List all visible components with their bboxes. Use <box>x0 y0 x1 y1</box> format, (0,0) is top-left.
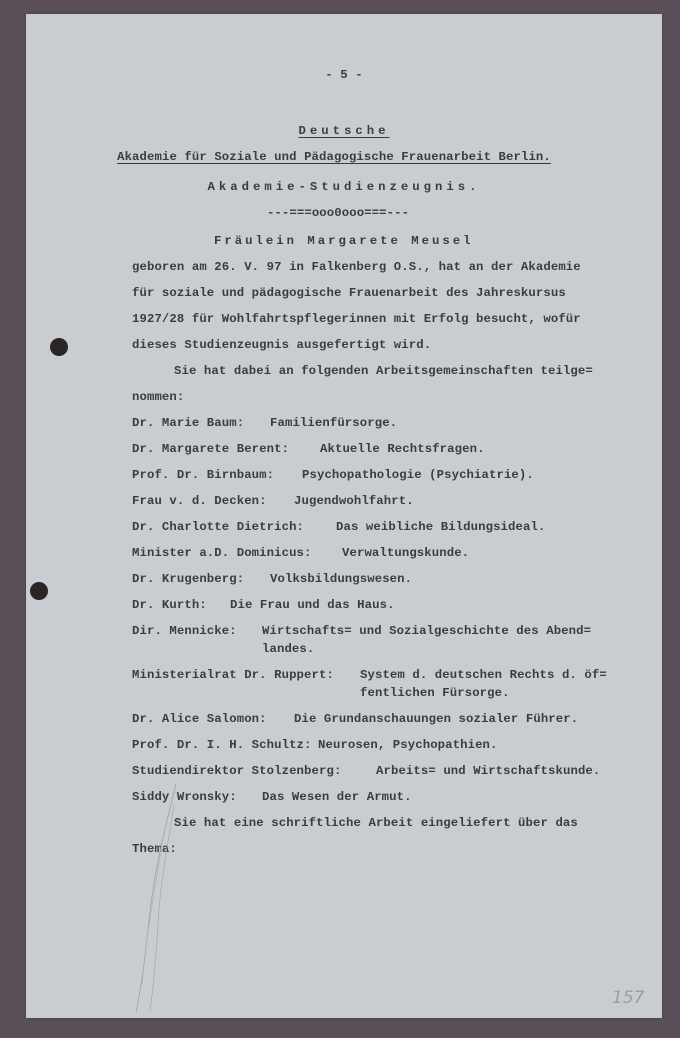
para1-line-1: geboren am 26. V. 97 in Falkenberg O.S., hat an der Akademie <box>132 260 581 274</box>
course-teacher: Dr. Kurth: <box>132 598 207 612</box>
course-teacher: Dr. Marie Baum: <box>132 416 245 430</box>
course-subject: Psychopathologie (Psychiatrie). <box>302 468 534 482</box>
course-subject-continued: fentlichen Fürsorge. <box>360 686 510 700</box>
para2-line-1: Sie hat dabei an folgenden Arbeitsgemeinschaften teilge= <box>174 364 593 378</box>
course-subject-continued: landes. <box>262 642 315 656</box>
course-subject: Das weibliche Bildungsideal. <box>336 520 546 534</box>
punch-hole-top <box>50 338 68 356</box>
archive-number: 157 <box>612 988 645 1008</box>
header-academy-name: Akademie für Soziale und Pädagogische Frauenarbeit Berlin. <box>117 150 551 164</box>
document-page <box>26 14 662 1018</box>
course-teacher: Ministerialrat Dr. Ruppert: <box>132 668 334 682</box>
page-number: - 5 - <box>325 68 363 82</box>
course-subject: Aktuelle Rechtsfragen. <box>320 442 485 456</box>
course-subject: Neurosen, Psychopathien. <box>318 738 498 752</box>
course-subject: Jugendwohlfahrt. <box>294 494 414 508</box>
course-subject: Verwaltungskunde. <box>342 546 470 560</box>
course-subject: Wirtschafts= und Sozialgeschichte des Abend= <box>262 624 592 638</box>
course-teacher: Frau v. d. Decken: <box>132 494 267 508</box>
para1-line-3: 1927/28 für Wohlfahrtspflegerinnen mit Erfolg besucht, wofür <box>132 312 581 326</box>
document-title: Akademie-Studienzeugnis. <box>207 180 481 194</box>
course-subject: Die Frau und das Haus. <box>230 598 395 612</box>
para3-line-2: Thema: <box>132 842 177 856</box>
course-subject: System d. deutschen Rechts d. öf= <box>360 668 607 682</box>
course-teacher: Dir. Mennicke: <box>132 624 237 638</box>
course-subject: Die Grundanschauungen sozialer Führer. <box>294 712 579 726</box>
course-teacher: Dr. Krugenberg: <box>132 572 245 586</box>
course-teacher: Prof. Dr. Birnbaum: <box>132 468 275 482</box>
paper-crease-marks <box>116 784 206 1014</box>
para3-line-1: Sie hat eine schriftliche Arbeit eingeliefert über das <box>174 816 578 830</box>
course-teacher: Siddy Wronsky: <box>132 790 237 804</box>
course-subject: Volksbildungswesen. <box>270 572 413 586</box>
course-teacher: Minister a.D. Dominicus: <box>132 546 312 560</box>
course-teacher: Dr. Charlotte Dietrich: <box>132 520 305 534</box>
para1-line-4: dieses Studienzeugnis ausgefertigt wird. <box>132 338 432 352</box>
course-teacher: Studiendirektor Stolzenberg: <box>132 764 342 778</box>
course-subject: Familienfürsorge. <box>270 416 398 430</box>
title-ornament: ---===ooo0ooo===--- <box>266 206 410 220</box>
course-teacher: Dr. Margarete Berent: <box>132 442 290 456</box>
course-teacher: Prof. Dr. I. H. Schultz: <box>132 738 312 752</box>
para2-line-2: nommen: <box>132 390 185 404</box>
course-teacher: Dr. Alice Salomon: <box>132 712 267 726</box>
course-subject: Das Wesen der Armut. <box>262 790 412 804</box>
para1-line-2: für soziale und pädagogische Frauenarbeit des Jahreskursus <box>132 286 566 300</box>
course-subject: Arbeits= und Wirtschaftskunde. <box>376 764 601 778</box>
student-name-line: Fräulein Margarete Meusel <box>214 234 474 248</box>
punch-hole-bottom <box>30 582 48 600</box>
header-deutsche: Deutsche <box>298 124 390 138</box>
